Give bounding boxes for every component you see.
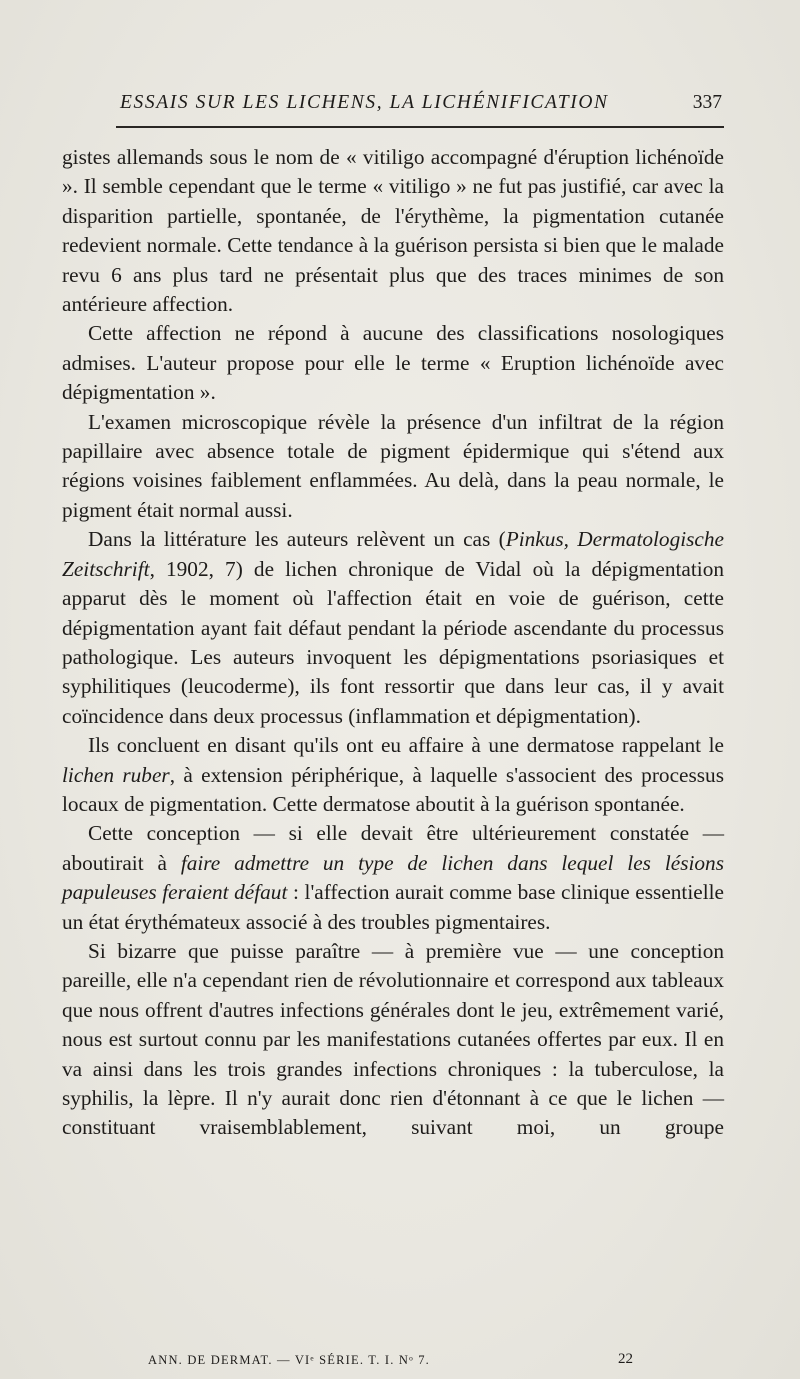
text-run: Cette conception — si elle devait être ultérieurement constatée — aboutirait à (62, 821, 724, 875)
paragraph (62, 319, 724, 407)
text-run: L'examen microscopique révèle la présence d'un infiltrat de la région papillaire avec absence totale de pigment épidermique qui s'étend aux régions voisines faiblement enflammées. Au delà, dans la peau normale, le pigment était normal aussi. (62, 409, 724, 522)
text-run: Dans la littérature les auteurs relèvent un cas ( (88, 527, 506, 552)
italic-text: Pinkus, Dermatologische Zeitschrift (62, 527, 724, 581)
paragraph (62, 819, 724, 937)
paragraph (62, 408, 724, 526)
italic-text: faire admettre un type de lichen dans lequel les lésions papuleuses feraient défaut (62, 850, 724, 905)
signature-line: ANN. DE DERMAT. — VIᵉ SÉRIE. T. I. Nᵒ 7. (148, 1353, 430, 1367)
text-run: gistes allemands sous le nom de « vitiligo accompagné d'éruption lichénoïde ». Il semble cependant que le terme « vitiligo » ne fut pas justifié, car avec la disparition partielle, spontanée, de l'érythème, la pigmentation cutanée redevient normale. Cette tendance à la guérison persista si bien que le malade revu 6 ans plus tard ne présentait plus que des traces minimes de son antérieure affection. (62, 145, 724, 317)
italic-text: lichen ruber (62, 762, 170, 787)
signature-number: 22 (618, 1351, 633, 1367)
running-header (62, 92, 722, 122)
text-run: Si bizarre que puisse paraître — à première vue — une conception pareille, elle n'a cependant rien de révolutionnaire et correspond aux tableaux que nous offrent d'autres infections générales dont le jeu, extrêmement varié, nous est surtout connu par les manifestations cutanées offertes par eux. Il en va ainsi dans les trois grandes infections chroniques : la tuberculose, la syphilis, la lèpre. Il n'y aurait donc rien d'étonnant à ce que le lichen — constituant vraisemblablement, suivant moi, un groupe (62, 938, 724, 1140)
paragraph (62, 143, 724, 319)
footer (62, 1353, 724, 1373)
header-rule (116, 126, 724, 128)
text-run: , à extension périphérique, à laquelle s'associent des processus locaux de pigmentation. Cette dermatose aboutit à la guérison spontanée. (62, 762, 724, 816)
paragraph (62, 937, 724, 1143)
paragraph (62, 525, 724, 731)
text-run: , 1902, 7) de lichen chronique de Vidal où la dépigmentation apparut dès le moment où l'affection était en voie de guérison, cette dépigmentation ayant fait défaut pendant la période ascendante du processus pathologique. Les auteurs invoquent les dépigmentations psoriasiques et syphilitiques (leucoderme), ils font ressortir que dans leur cas, il y avait coïncidence dans deux processus (inflammation et dépigmentation). (62, 556, 724, 728)
page-number: 337 (692, 92, 722, 113)
running-title: ESSAIS SUR LES LICHENS, LA LICHÉNIFICATION (120, 92, 609, 113)
body-text (62, 143, 724, 1143)
text-run: Ils concluent en disant qu'ils ont eu affaire à une dermatose rappelant le (88, 733, 724, 758)
text-run: Cette affection ne répond à aucune des classifications nosologiques admises. L'auteur propose pour elle le terme « Eruption lichénoïde avec dépigmentation ». (62, 321, 724, 405)
paragraph (62, 731, 724, 819)
text-run: : l'affection aurait comme base clinique essentielle un état érythémateux associé à des troubles pigmentaires. (62, 880, 724, 934)
